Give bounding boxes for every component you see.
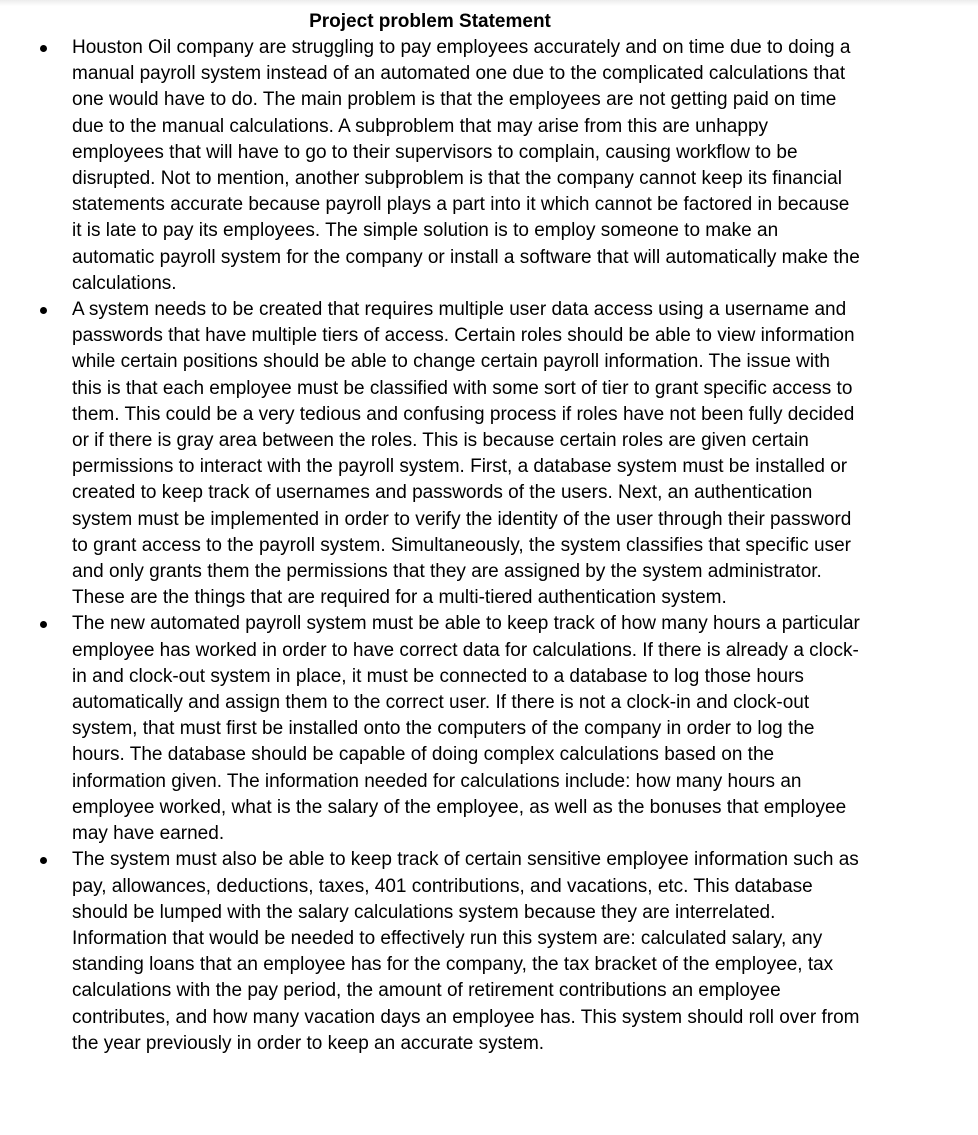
bullet-item bbox=[0, 35, 862, 297]
bullet-text: The new automated payroll system must be able to keep track of how many hours a particular employee has worked in order to have correct data for calculations. If there is already a clock-in and clock-out system in place, it must be connected to a database to log those hours automatically and assign them to the correct user. If there is not a clock-in and clock-out system, that must first be installed onto the computers of the company in order to log the hours. The database should be capable of doing complex calculations based on the information given. The information needed for calculations include: how many hours an employee worked, what is the salary of the employee, as well as the bonuses that employee may have earned. bbox=[72, 613, 860, 845]
top-edge-shadow bbox=[0, 0, 978, 6]
bullet-dot-icon bbox=[40, 45, 47, 52]
bullet-text: Houston Oil company are struggling to pay employees accurately and on time due to doing a manual payroll system instead of an automated one due to the complicated calculations that one would have to do. The main problem is that the employees are not getting paid on time due to the manual calculations. A subproblem that may arise from this are unhappy employees that will have to go to their supervisors to complain, causing workflow to be disrupted. Not to mention, another subproblem is that the company cannot keep its financial statements accurate because payroll plays a part into it which cannot be factored in because it is late to pay its employees. The simple solution is to employ someone to make an automatic payroll system for the company or install a software that will automatically make the calculations. bbox=[72, 37, 860, 294]
bullet-item bbox=[0, 297, 862, 611]
bullet-text: A system needs to be created that requires multiple user data access using a username and passwords that have multiple tiers of access. Certain roles should be able to view information while certain positions should be able to change certain payroll information. The issue with this is that each employee must be classified with some sort of tier to grant specific access to them. This could be a very tedious and confusing process if roles have not been fully decided or if there is gray area between the roles. This is because certain roles are given certain permissions to interact with the payroll system. First, a database system must be installed or created to keep track of usernames and passwords of the users. Next, an authentication system must be implemented in order to verify the identity of the user through their password to grant access to the payroll system. Simultaneously, the system classifies that specific user and only grants them the permissions that they are assigned by the system administrator. These are the things that are required for a multi-tiered authentication system. bbox=[72, 299, 855, 609]
bullet-item bbox=[0, 847, 862, 1057]
document-title: Project problem Statement bbox=[309, 11, 551, 32]
bullet-item bbox=[0, 611, 862, 847]
bullet-list bbox=[0, 35, 978, 1057]
bullet-dot-icon bbox=[40, 621, 47, 628]
bullet-dot-icon bbox=[40, 307, 47, 314]
document-page bbox=[0, 9, 978, 1057]
bullet-text: The system must also be able to keep track of certain sensitive employee information such as pay, allowances, deductions, taxes, 401 contributions, and vacations, etc. This database should be lumped with the salary calculations system because they are interrelated. Information that would be needed to effectively run this system are: calculated salary, any standing loans that an employee has for the company, the tax bracket of the employee, tax calculations with the pay period, the amount of retirement contributions an employee contributes, and how many vacation days an employee has. This system should roll over from the year previously in order to keep an accurate system. bbox=[72, 849, 860, 1054]
bullet-dot-icon bbox=[40, 857, 47, 864]
